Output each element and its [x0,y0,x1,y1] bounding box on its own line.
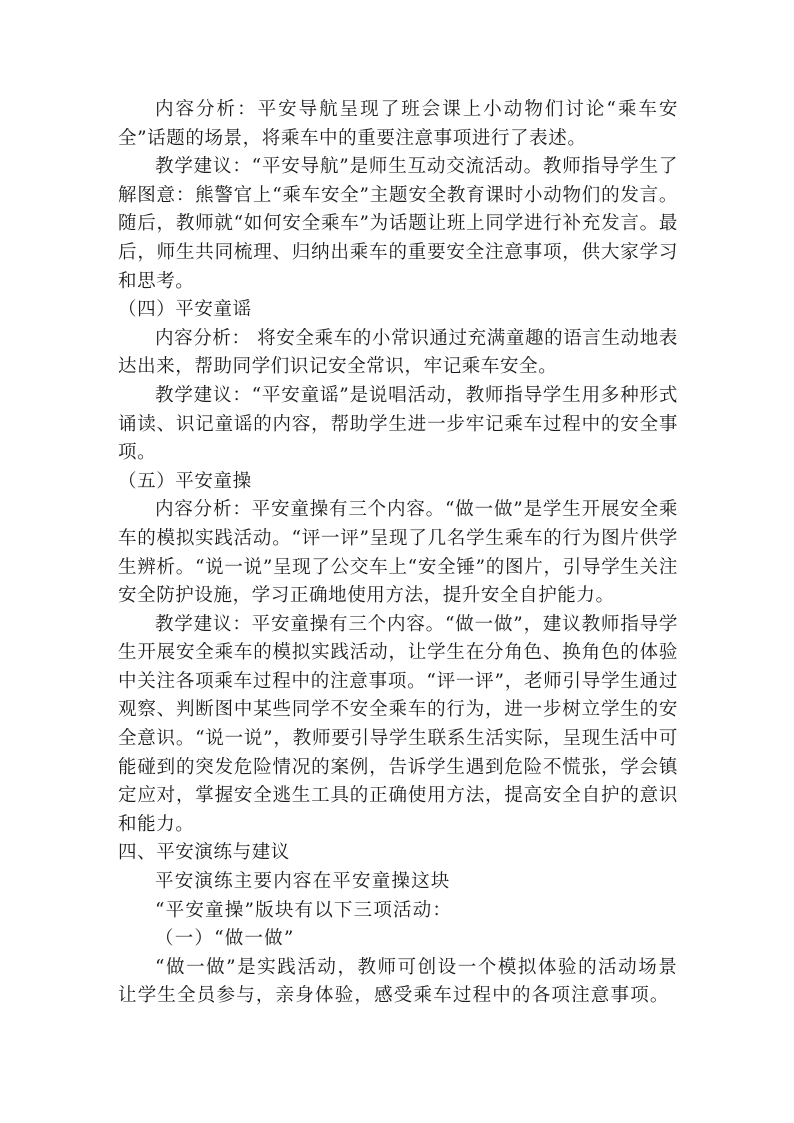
drill-intro: 平安演练主要内容在平安童操这块 [155,871,451,893]
content-analysis-navigation: 内容分析：平安导航呈现了班会课上小动物们讨论“乘车安全”话题的场景，将乘车中的重要注意事项进行了表述。 [118,99,678,149]
activity-description-1: “做一做”是实践活动，教师可创设一个模拟体验的活动场景让学生全员参与，亲身体验，感受乘车过程中的各项注意事项。 [118,956,678,1007]
section-heading-5: （五）平安童操 [118,470,252,492]
teaching-suggestion-navigation: 教学建议：“平安导航”是师生互动交流活动。教师指导学生了解图意：熊警官上“乘车安全”主题安全教育课时小动物们的发言。随后，教师就“如何安全乘车”为话题让班上同学进行补充发言。最后，师生共同梳理、归纳出乘车的重要安全注意事项，供大家学习和思考。 [118,156,678,292]
teaching-suggestion-exercise: 教学建议：平安童操有三个内容。“做一做”，建议教师指导学生开展安全乘车的模拟实践活动，让学生在分角色、换角色的体验中关注各项乘车过程中的注意事项。“评一评”，老师引导学生通过观察、判断图中某些同学不安全乘车的行为，进一步树立学生的安全意识。“说一说”，教师要引导学生联系生活实际，呈现生活中可能碰到的突发危险情况的案例，告诉学生遇到危险不慌张，学会镇定应对，掌握安全逃生工具的正确使用方法，提高安全自护的意识和能力。 [118,613,678,835]
activity-heading-1: （一）“做一做” [155,928,295,950]
document-page [118,96,678,1011]
content-analysis-exercise: 内容分析：平安童操有三个内容。“做一做”是学生开展安全乘车的模拟实践活动。“评一评”呈现了几名学生乘车的行为图片供学生辨析。“说一说”呈现了公交车上“安全锤”的图片，引导学生关注安全防护设施，学习正确地使用方法，提升安全自护能力。 [118,499,678,607]
section-heading-4: （四）平安童谣 [118,299,252,321]
chapter-heading-4: 四、平安演练与建议 [118,842,290,864]
teaching-suggestion-rhyme: 教学建议：“平安童谣”是说唱活动，教师指导学生用多种形式诵读、识记童谣的内容，帮助学生进一步牢记乘车过程中的安全事项。 [118,384,678,464]
content-analysis-rhyme: 内容分析： 将安全乘车的小常识通过充满童趣的语言生动地表达出来，帮助同学们识记安全常识，牢记乘车安全。 [118,327,678,378]
drill-activities-intro: “平安童操”版块有以下三项活动： [155,899,453,921]
